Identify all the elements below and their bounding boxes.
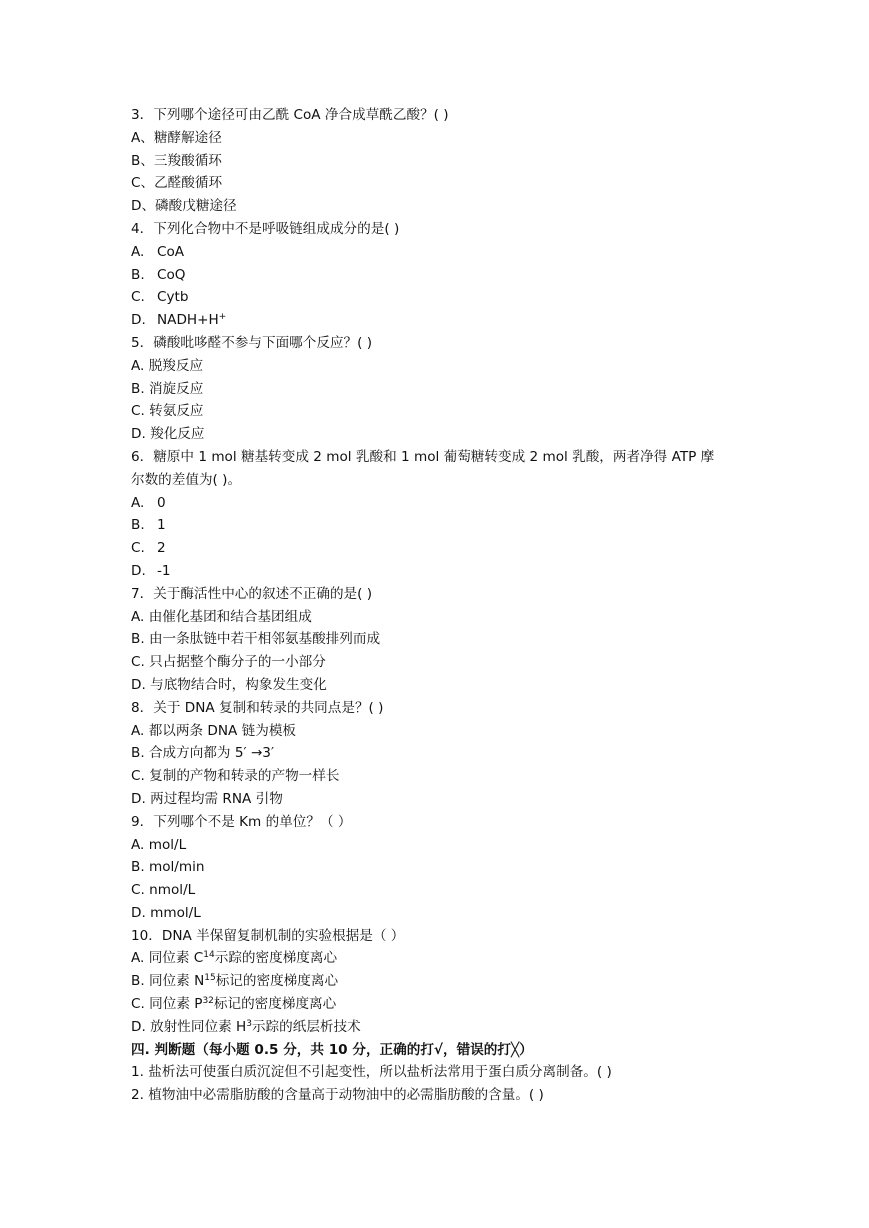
option-text: Cytb xyxy=(157,289,189,306)
option-text: A. 同位素 C xyxy=(131,950,204,967)
question-4-option-a xyxy=(131,241,751,264)
option-text: B. 同位素 N xyxy=(131,973,205,990)
question-6-option-d xyxy=(131,560,751,583)
question-6-option-a xyxy=(131,492,751,515)
option-text: 标记的密度梯度离心 xyxy=(215,973,339,990)
question-10-option-c xyxy=(131,993,751,1016)
question-8-option-c: C. 复制的产物和转录的产物一样长 xyxy=(131,768,340,785)
question-8-option-d: D. 两过程均需 RNA 引物 xyxy=(131,790,283,807)
question-6-stem-line2: 尔数的差值为( )。 xyxy=(131,471,242,488)
question-3-option-a: A、糖酵解途径 xyxy=(131,129,222,146)
section-4-header: 四. 判断题（每小题 0.5 分，共 10 分，正确的打√，错误的打╳） xyxy=(131,1041,533,1058)
question-9-option-c: C. nmol/L xyxy=(131,882,196,899)
document-content xyxy=(131,104,751,1107)
question-6-option-b xyxy=(131,514,751,537)
option-label: D. xyxy=(131,312,146,329)
option-label: C. xyxy=(131,289,145,306)
option-text: 示踪的密度梯度离心 xyxy=(214,950,338,967)
option-text: 1 xyxy=(157,517,166,534)
superscript: 32 xyxy=(202,996,214,1007)
superscript: 3 xyxy=(246,1018,252,1029)
option-label: A. xyxy=(131,243,145,260)
question-10-option-b xyxy=(131,970,751,993)
superscript: + xyxy=(218,312,227,323)
question-8-option-b: B. 合成方向都为 5′ →3′ xyxy=(131,745,275,762)
question-3-option-c: C、乙醛酸循环 xyxy=(131,175,223,192)
question-7-option-b: B. 由一条肽链中若干相邻氨基酸排列而成 xyxy=(131,631,381,648)
question-9-option-a: A. mol/L xyxy=(131,836,187,853)
option-text: 2 xyxy=(157,540,166,557)
question-3-option-d: D、磷酸戊糖途径 xyxy=(131,198,237,215)
question-5-option-b: B. 消旋反应 xyxy=(131,380,204,397)
question-9-stem: 9．下列哪个不是 Km 的单位？（ ） xyxy=(131,813,352,830)
question-8-stem: 8．关于 DNA 复制和转录的共同点是？( ) xyxy=(131,699,384,716)
question-5-option-a: A. 脱羧反应 xyxy=(131,357,204,374)
question-7-option-d: D. 与底物结合时，构象发生变化 xyxy=(131,676,327,693)
question-8-option-a: A. 都以两条 DNA 链为模板 xyxy=(131,722,297,739)
option-text: CoA xyxy=(157,243,185,260)
question-3-stem: 3．下列哪个途径可由乙酰 CoA 净合成草酰乙酸？( ) xyxy=(131,107,449,123)
question-6-stem-line1: 6．糖原中 1 mol 糖基转变成 2 mol 乳酸和 1 mol 葡萄糖转变成 2 mol 乳酸，两者净得 ATP 摩 xyxy=(131,448,715,465)
judgment-item-2: 2. 植物油中必需脂肪酸的含量高于动物油中的必需脂肪酸的含量。( ) xyxy=(131,1087,544,1104)
superscript: 14 xyxy=(203,950,215,961)
question-7-option-c: C. 只占据整个酶分子的一小部分 xyxy=(131,654,326,671)
option-text: -1 xyxy=(157,562,171,579)
question-3-option-b: B、三羧酸循环 xyxy=(131,152,222,169)
question-5-option-d: D. 羧化反应 xyxy=(131,426,205,443)
question-4-stem: 4．下列化合物中不是呼吸链组成成分的是( ) xyxy=(131,220,400,237)
question-5-stem: 5．磷酸吡哆醛不参与下面哪个反应？( ) xyxy=(131,334,373,351)
question-4-option-d xyxy=(131,309,751,332)
question-9-option-d: D. mmol/L xyxy=(131,904,201,921)
question-7-option-a: A. 由催化基团和结合基团组成 xyxy=(131,608,312,625)
question-5-option-c: C. 转氨反应 xyxy=(131,403,204,420)
option-label: D. xyxy=(131,562,146,579)
judgment-item-1: 1. 盐析法可使蛋白质沉淀但不引起变性，所以盐析法常用于蛋白质分离制备。( ) xyxy=(131,1064,612,1081)
question-10-option-d xyxy=(131,1016,751,1039)
question-7-stem: 7．关于酶活性中心的叙述不正确的是( ) xyxy=(131,585,373,602)
option-label: B. xyxy=(131,517,145,534)
option-text: 示踪的纸层析技术 xyxy=(251,1018,361,1035)
option-text: C. 同位素 P xyxy=(131,996,203,1013)
option-text: CoQ xyxy=(157,266,186,283)
question-6-option-c xyxy=(131,537,751,560)
superscript: 15 xyxy=(204,973,216,984)
question-4-option-c xyxy=(131,286,751,309)
option-text: 标记的密度梯度离心 xyxy=(213,996,337,1013)
question-9-option-b: B. mol/min xyxy=(131,859,205,876)
option-label: A. xyxy=(131,494,145,511)
question-10-stem: 10．DNA 半保留复制机制的实验根据是（ ） xyxy=(131,927,405,944)
option-text: 0 xyxy=(157,494,166,511)
option-text: D. 放射性同位素 H xyxy=(131,1018,247,1035)
option-label: C. xyxy=(131,540,145,557)
question-4-option-b xyxy=(131,264,751,287)
option-label: B. xyxy=(131,266,145,283)
question-10-option-a xyxy=(131,947,751,970)
option-text: NADH+H xyxy=(157,312,219,329)
